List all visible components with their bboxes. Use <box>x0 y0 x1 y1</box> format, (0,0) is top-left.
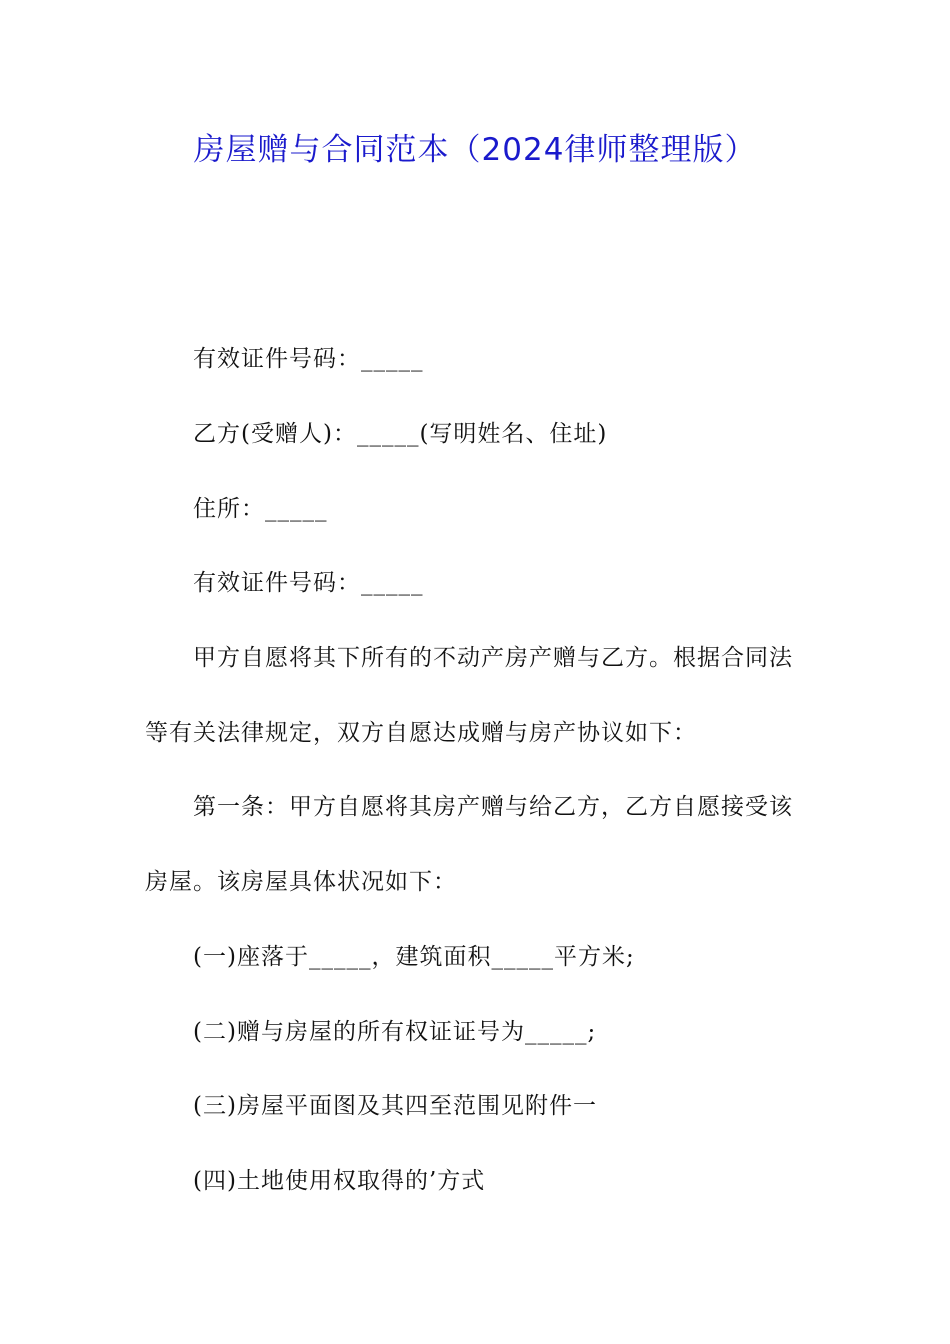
paragraph-id-number-1 <box>145 322 810 397</box>
paragraph-agreement-intro <box>145 621 810 771</box>
paragraph-line: 等有关法律规定，双方自愿达成赠与房产协议如下： <box>145 720 697 746</box>
paragraph-line: (四)土地使用权取得的’方式 <box>193 1168 486 1194</box>
paragraph-party-b <box>145 397 810 472</box>
paragraph-line: 第一条：甲方自愿将其房产赠与给乙方，乙方自愿接受该 <box>193 794 793 820</box>
paragraph-line: 有效证件号码：_____ <box>193 346 424 372</box>
paragraph-line: (一)座落于_____，建筑面积_____平方米; <box>193 944 635 970</box>
document-title: 房屋赠与合同范本（2024律师整理版） <box>193 132 757 168</box>
paragraph-line: 房屋。该房屋具体状况如下： <box>145 869 457 895</box>
paragraph-line: 乙方(受赠人)：_____(写明姓名、住址) <box>193 421 608 447</box>
paragraph-item-2 <box>145 995 810 1070</box>
paragraph-item-1 <box>145 920 810 995</box>
paragraph-item-3 <box>145 1069 810 1144</box>
paragraph-line: 有效证件号码：_____ <box>193 570 424 596</box>
paragraph-item-4 <box>145 1144 810 1219</box>
paragraph-line: 住所：_____ <box>193 496 328 522</box>
paragraph-id-number-2 <box>145 546 810 621</box>
paragraph-article-1 <box>145 770 810 920</box>
paragraph-residence <box>145 472 810 547</box>
paragraph-line: (三)房屋平面图及其四至范围见附件一 <box>193 1093 597 1119</box>
paragraph-line: (二)赠与房屋的所有权证证号为_____; <box>193 1019 597 1045</box>
paragraph-line: 甲方自愿将其下所有的不动产房产赠与乙方。根据合同法 <box>193 645 793 671</box>
